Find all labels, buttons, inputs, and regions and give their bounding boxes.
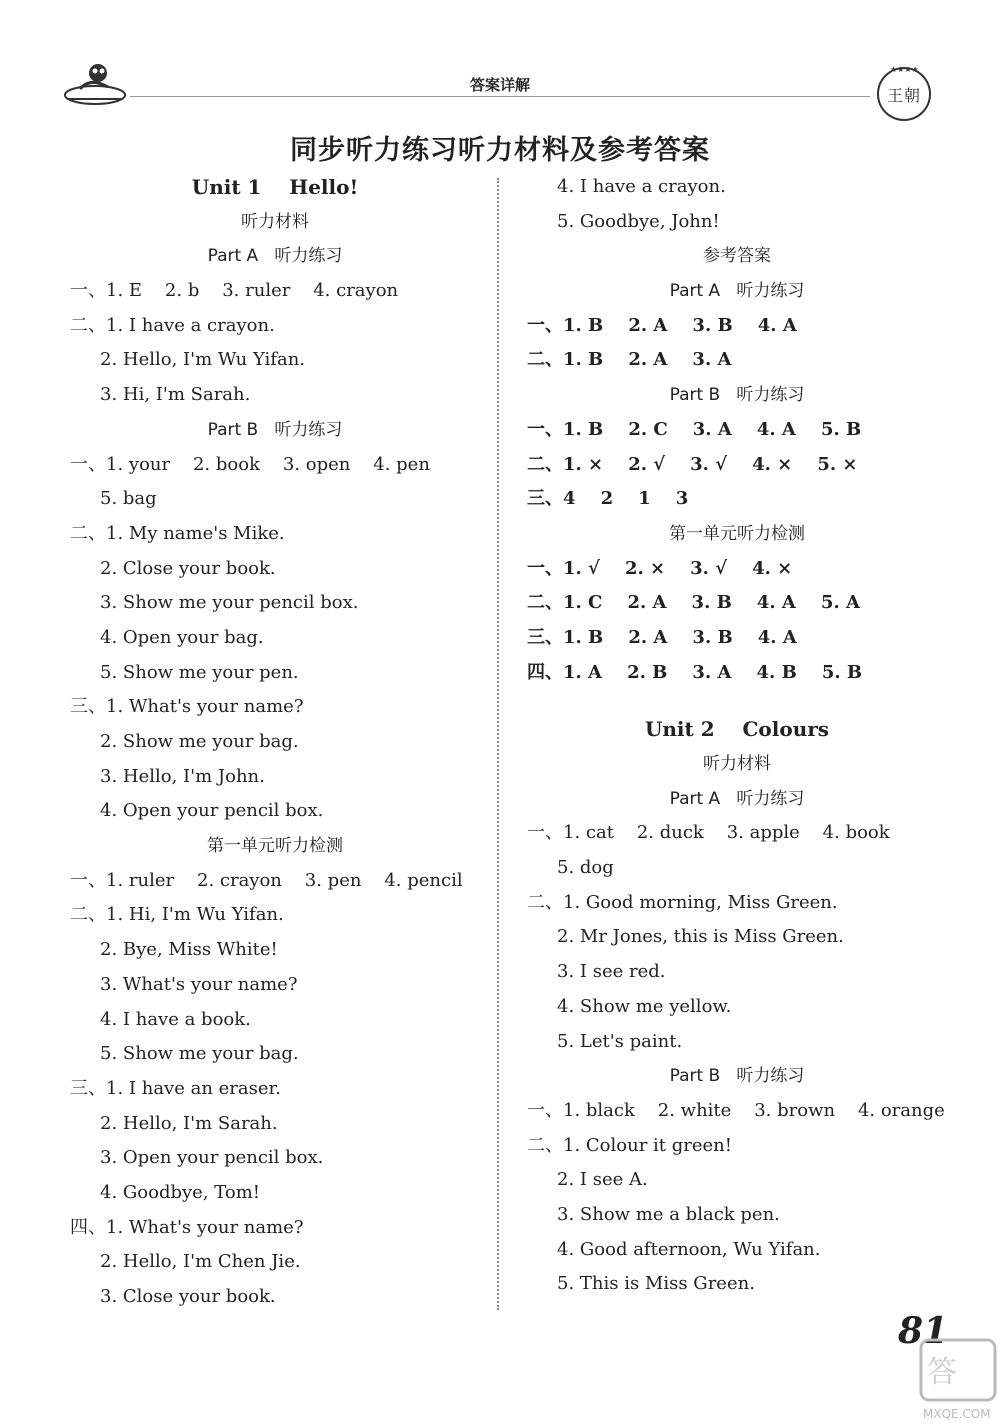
answer-line: 一、1. B 2. A 3. B 4. A	[527, 314, 797, 336]
section-heading: Part A 听力练习	[669, 788, 805, 809]
sub-item: 2. Hello, I'm Sarah.	[100, 1112, 278, 1134]
section-heading: 第一单元听力检测	[207, 836, 343, 857]
sub-item: 2. Hello, I'm Chen Jie.	[100, 1251, 301, 1273]
text-line: 二、1. Colour it green!	[527, 1134, 732, 1156]
sub-item: 5. Goodbye, John!	[557, 210, 720, 232]
text-line: 二、1. Hi, I'm Wu Yifan.	[70, 904, 284, 926]
left-column	[70, 170, 480, 1315]
sub-item: 5. Let's paint.	[557, 1030, 683, 1052]
sub-item: 3. Close your book.	[100, 1286, 276, 1307]
section-heading: Part B 听力练习	[669, 385, 805, 406]
text-line: 三、1. I have an eraser.	[70, 1077, 281, 1099]
text-line: 一、1. ruler 2. crayon 3. pen 4. pencil	[70, 869, 463, 891]
section-heading: 参考答案	[703, 246, 771, 267]
svg-text:朝: 朝	[904, 86, 921, 105]
sub-item: 5. Show me your pen.	[100, 661, 299, 683]
sub-item: 4. Open your pencil box.	[100, 800, 324, 822]
sub-item: 3. Show me your pencil box.	[100, 592, 359, 614]
answer-line: 二、1. C 2. A 3. B 4. A 5. A	[527, 592, 860, 614]
sub-item: 2. Mr Jones, this is Miss Green.	[557, 926, 844, 948]
sub-item: 2. I see A.	[557, 1169, 648, 1191]
sub-item: 5. Show me your bag.	[100, 1043, 299, 1065]
text-line: 二、1. I have a crayon.	[70, 314, 275, 336]
column-divider	[497, 178, 499, 1310]
section-heading: 第一单元听力检测	[669, 523, 805, 544]
header-title: 答案详解	[469, 76, 530, 94]
sub-item: 3. Open your pencil box.	[100, 1147, 324, 1169]
answer-line: 二、1. × 2. √ 3. √ 4. × 5. ×	[527, 453, 858, 475]
sub-item: 4. Show me yellow.	[557, 995, 732, 1017]
sub-item: 5. bag	[100, 488, 157, 510]
section-heading: Part A 听力练习	[207, 246, 343, 267]
answer-line: 二、1. B 2. A 3. A	[527, 349, 732, 371]
spacer	[527, 690, 947, 712]
answer-line: 一、1. B 2. C 3. A 4. A 5. B	[527, 418, 862, 440]
svg-text:★★★★: ★★★★	[890, 65, 919, 74]
text-line: 一、1. cat 2. duck 3. apple 4. book	[527, 822, 890, 844]
sub-item: 5. This is Miss Green.	[557, 1273, 755, 1295]
text-line: 一、1. black 2. white 3. brown 4. orange	[527, 1099, 945, 1121]
sub-item: 3. Hi, I'm Sarah.	[100, 384, 251, 406]
text-line: 四、1. What's your name?	[70, 1216, 304, 1238]
text-line: 二、1. Good morning, Miss Green.	[527, 891, 838, 913]
sub-item: 3. Show me a black pen.	[557, 1203, 780, 1225]
sub-item: 3. I see red.	[557, 961, 666, 983]
page-title: 同步听力练习听力材料及参考答案	[290, 135, 710, 166]
sub-item: 2. Bye, Miss White!	[100, 939, 278, 961]
answer-line: 四、1. A 2. B 3. A 4. B 5. B	[527, 661, 863, 683]
svg-text:王: 王	[887, 86, 904, 105]
answer-line: 一、1. √ 2. × 3. √ 4. ×	[527, 557, 793, 579]
right-column	[527, 170, 947, 1302]
header-rule	[130, 96, 870, 97]
section-heading: 听力材料	[703, 754, 771, 774]
section-heading: Part A 听力练习	[669, 281, 805, 302]
page-number: 81	[898, 1310, 949, 1352]
sub-item: 2. Close your book.	[100, 557, 276, 579]
sub-item: 3. What's your name?	[100, 973, 298, 995]
unit-heading: Unit 1 Hello!	[191, 175, 359, 199]
brand-seal-icon	[866, 60, 942, 124]
section-heading: Part B 听力练习	[207, 419, 343, 440]
answer-line: 三、4 2 1 3	[527, 488, 689, 510]
watermark-stamp-icon	[915, 1330, 1000, 1425]
sub-item: 5. dog	[557, 857, 614, 879]
section-heading: Part B 听力练习	[669, 1066, 805, 1087]
text-line: 三、1. What's your name?	[70, 696, 304, 718]
text-line: 一、1. your 2. book 3. open 4. pen	[70, 453, 430, 475]
text-line: 一、1. E 2. b 3. ruler 4. crayon	[70, 280, 399, 302]
sub-item: 4. Good afternoon, Wu Yifan.	[557, 1238, 821, 1260]
section-heading: 听力材料	[241, 211, 309, 232]
answer-line: 三、1. B 2. A 3. B 4. A	[527, 626, 797, 648]
svg-text:答: 答	[927, 1355, 957, 1390]
sub-item: 2. Show me your bag.	[100, 731, 299, 752]
sub-item: 2. Hello, I'm Wu Yifan.	[100, 349, 306, 371]
sub-item: 3. Hello, I'm John.	[100, 765, 265, 787]
sub-item: 4. I have a book.	[100, 1008, 251, 1030]
unit-heading: Unit 2 Colours	[644, 717, 830, 742]
sub-item: 4. Goodbye, Tom!	[100, 1181, 261, 1203]
svg-text:MXQE.COM: MXQE.COM	[923, 1407, 991, 1421]
sub-item: 4. Open your bag.	[100, 626, 264, 648]
sub-item: 4. I have a crayon.	[557, 176, 726, 197]
page-header	[0, 0, 1000, 125]
text-line: 二、1. My name's Mike.	[70, 522, 285, 544]
